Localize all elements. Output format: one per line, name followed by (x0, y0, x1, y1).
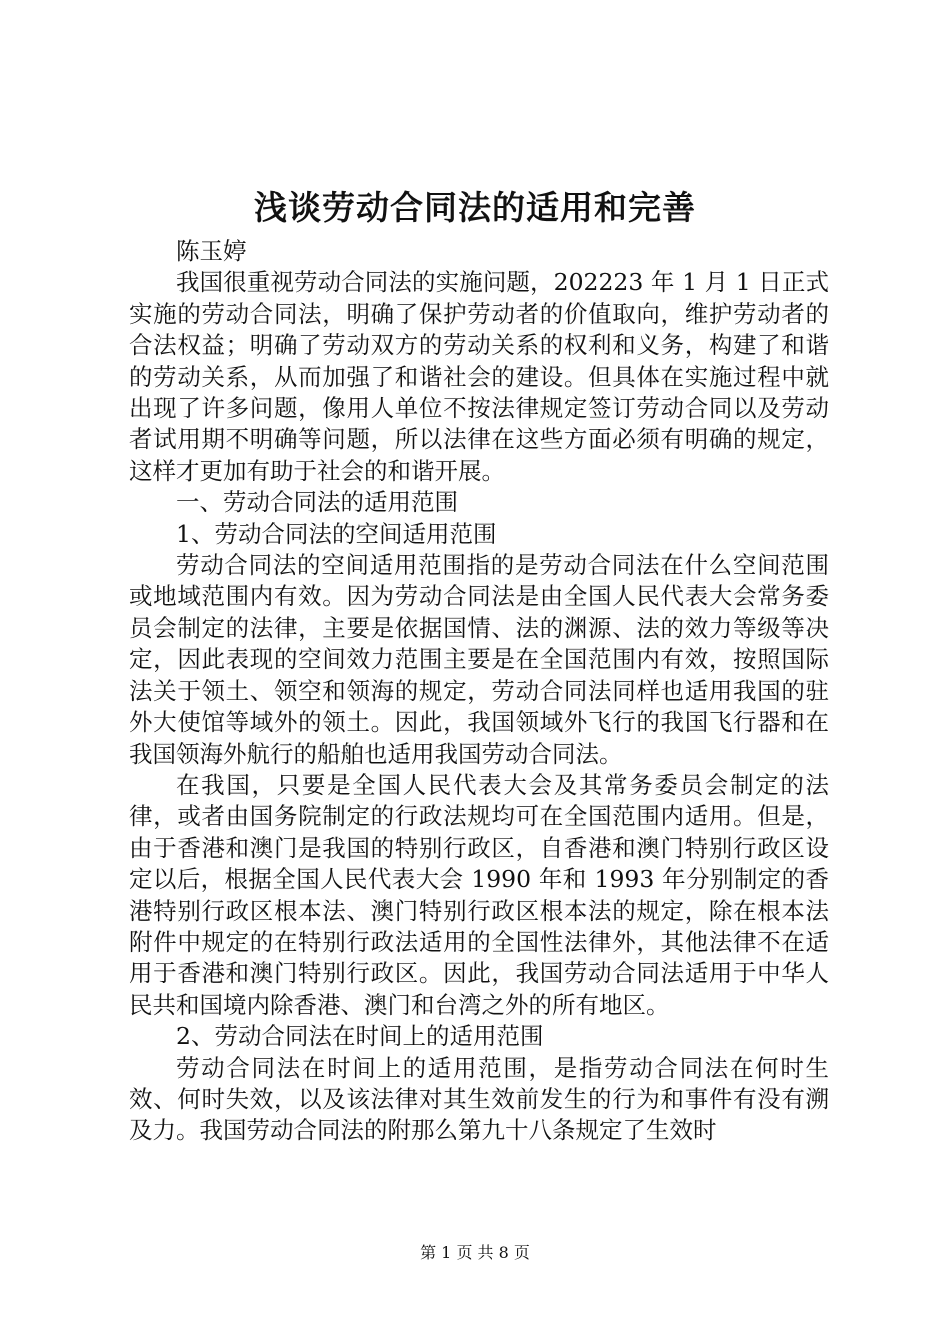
subsection-heading-1: 1、劳动合同法的空间适用范围 (176, 519, 497, 548)
author-line: 陈玉婷 (176, 237, 247, 265)
subsection-heading-2: 2、劳动合同法在时间上的适用范围 (176, 1022, 544, 1051)
paragraph-special-regions: 在我国，只要是全国人民代表大会及其常务委员会制定的法律，或者由国务院制定的行政法规均可在全国范围内适用。但是，由于香港和澳门是我国的特别行政区，自香港和澳门特别行政区设定以后，根据全国人民代表大会 1990 年和 1993 年分别制定的香港特别行政区根本法、澳门特别行政区根本法的规定，除在根本法附件中规定的在特别行政法适用的全国性法律外，其他法律不在适用于香港和澳门特别行政区。因此，我国劳动合同法适用于中华人民共和国境内除香港、澳门和台湾之外的所有地区。 (129, 770, 829, 1019)
document-body (129, 236, 829, 1147)
page-number-footer: 第 1 页 共 8 页 (420, 1243, 530, 1262)
paragraph-intro: 我国很重视劳动合同法的实施问题，202223 年 1 月 1 日正式实施的劳动合同法，明确了保护劳动者的价值取向，维护劳动者的合法权益；明确了劳动双方的劳动关系的权利和义务，构建了和谐的劳动关系，从而加强了和谐社会的建设。但具体在实施过程中就出现了许多问题，像用人单位不按法律规定签订劳动合同以及劳动者试用期不明确等问题，所以法律在这些方面必须有明确的规定，这样才更加有助于社会的和谐开展。 (129, 268, 829, 485)
document-title: 浅谈劳动合同法的适用和完善 (254, 188, 696, 227)
paragraph-spatial-scope: 劳动合同法的空间适用范围指的是劳动合同法在什么空间范围或地域范围内有效。因为劳动合同法是由全国人民代表大会常务委员会制定的法律，主要是依据国情、法的渊源、法的效力等级等决定，因此表现的空间效力范围主要是在全国范围内有效，按照国际法关于领土、领空和领海的规定，劳动合同法同样也适用我国的驻外大使馆等域外的领土。因此，我国领域外飞行的我国飞行器和在我国领海外航行的船舶也适用我国劳动合同法。 (129, 551, 829, 768)
section-heading-1: 一、劳动合同法的适用范围 (176, 488, 458, 517)
paragraph-time-scope: 劳动合同法在时间上的适用范围，是指劳动合同法在何时生效、何时失效，以及该法律对其生效前发生的行为和事件有没有溯及力。我国劳动合同法的附那么第九十八条规定了生效时 (129, 1053, 829, 1145)
